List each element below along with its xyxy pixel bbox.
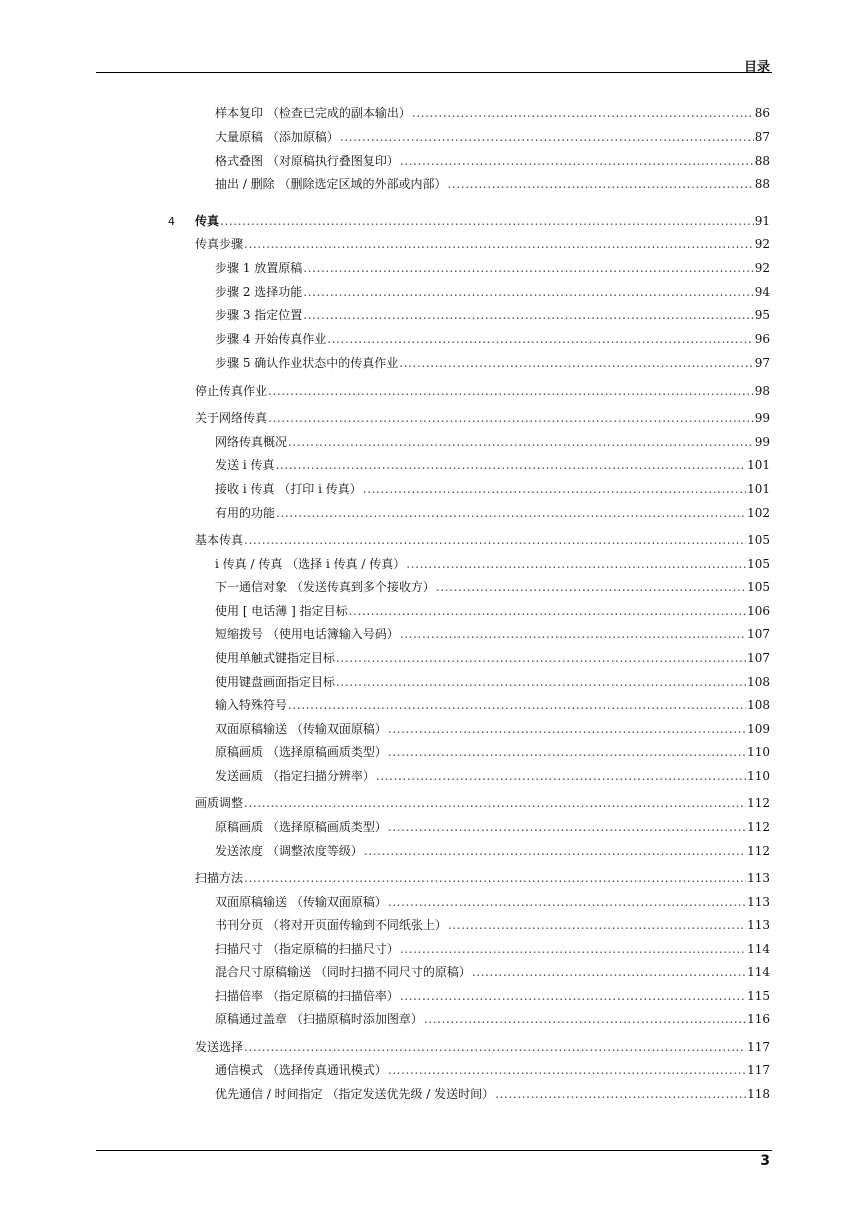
toc-entry-title: 扫描倍率 （指定原稿的扫描倍率） bbox=[215, 989, 399, 1003]
toc-entry-page: 115 bbox=[747, 989, 770, 1003]
toc-section-entry[interactable] bbox=[195, 1038, 770, 1058]
toc-entry-page: 110 bbox=[747, 745, 770, 759]
toc-entry-title: 接收 i 传真 （打印 i 传真） bbox=[215, 482, 362, 496]
leader-dots bbox=[448, 918, 746, 932]
leader-dots bbox=[412, 106, 754, 120]
toc-entry-title: 发送浓度 （调整浓度等级） bbox=[215, 844, 363, 858]
toc-entry[interactable] bbox=[215, 673, 770, 693]
toc-entry-page: 105 bbox=[747, 557, 770, 571]
toc-section-entry[interactable] bbox=[195, 794, 770, 814]
toc-entry-page: 113 bbox=[747, 871, 770, 885]
leader-dots bbox=[220, 214, 754, 228]
toc-entry-title: 原稿画质 （选择原稿画质类型） bbox=[215, 820, 387, 834]
leader-dots bbox=[303, 261, 753, 275]
toc-entry-page: 116 bbox=[747, 1012, 770, 1026]
toc-entry-page: 101 bbox=[747, 482, 770, 496]
toc-entry-title: 优先通信 / 时间指定 （指定发送优先级 / 发送时间） bbox=[215, 1087, 495, 1101]
leader-dots bbox=[288, 435, 754, 449]
leader-dots bbox=[400, 154, 754, 168]
leader-dots bbox=[376, 769, 746, 783]
toc-entry[interactable] bbox=[215, 987, 770, 1007]
toc-entry-title: 扫描尺寸 （指定原稿的扫描尺寸） bbox=[215, 942, 399, 956]
toc-entry[interactable] bbox=[215, 330, 770, 350]
toc-entry-page: 109 bbox=[747, 722, 770, 736]
toc-entry[interactable] bbox=[215, 818, 770, 838]
toc-entry-title: 步骤 1 放置原稿 bbox=[215, 261, 303, 275]
toc-entry-title: 有用的功能 bbox=[215, 506, 276, 520]
toc-entry[interactable] bbox=[215, 1061, 770, 1081]
toc-entry-page: 108 bbox=[747, 698, 770, 712]
toc-entry-title: 停止传真作业 bbox=[195, 384, 268, 398]
leader-dots bbox=[400, 627, 746, 641]
toc-entry-title: 使用单触式键指定目标 bbox=[215, 651, 336, 665]
toc-entry[interactable] bbox=[215, 456, 770, 476]
toc-entry[interactable] bbox=[215, 128, 770, 148]
toc-entry-page: 101 bbox=[747, 458, 770, 472]
toc-entry-page: 86 bbox=[754, 106, 770, 120]
leader-dots bbox=[349, 604, 746, 618]
toc-entry[interactable] bbox=[215, 152, 770, 172]
toc-entry-title: 原稿画质 （选择原稿画质类型） bbox=[215, 745, 387, 759]
page-number: 3 bbox=[760, 1153, 770, 1169]
toc-entry-page: 117 bbox=[747, 1063, 770, 1077]
toc-entry-title: 混合尺寸原稿输送 （同时扫描不同尺寸的原稿） bbox=[215, 965, 471, 979]
toc-entry[interactable] bbox=[215, 940, 770, 960]
toc-entry-title: 书刊分页 （将对开页面传输到不同纸张上） bbox=[215, 918, 447, 932]
toc-entry[interactable] bbox=[215, 767, 770, 787]
toc-entry-page: 87 bbox=[754, 130, 770, 144]
toc-entry-title: 传真 bbox=[195, 214, 220, 228]
toc-entry-page: 114 bbox=[747, 965, 770, 979]
toc-entry-page: 107 bbox=[747, 627, 770, 641]
toc-entry-title: 步骤 2 选择功能 bbox=[215, 285, 303, 299]
toc-entry-page: 91 bbox=[754, 214, 770, 228]
running-header-title: 目录 bbox=[743, 60, 770, 75]
leader-dots bbox=[388, 745, 746, 759]
toc-entry[interactable] bbox=[215, 602, 770, 622]
toc-entry-page: 88 bbox=[754, 154, 770, 168]
leader-dots bbox=[399, 356, 753, 370]
toc-entry-page: 113 bbox=[747, 895, 770, 909]
toc-entry[interactable] bbox=[215, 696, 770, 716]
leader-dots bbox=[424, 1012, 746, 1026]
toc-entry-title: 画质调整 bbox=[195, 796, 244, 810]
toc-entry-page: 98 bbox=[754, 384, 770, 398]
leader-dots bbox=[275, 458, 746, 472]
toc-entry[interactable] bbox=[215, 842, 770, 862]
leader-dots bbox=[244, 533, 746, 547]
chapter-number: 4 bbox=[168, 215, 175, 228]
toc-entry-title: 发送选择 bbox=[195, 1040, 244, 1054]
toc-entry-title: 大量原稿 （添加原稿） bbox=[215, 130, 339, 144]
leader-dots bbox=[244, 871, 746, 885]
leader-dots bbox=[303, 308, 753, 322]
toc-entry-page: 99 bbox=[754, 435, 770, 449]
toc-entry-title: 原稿通过盖章 （扫描原稿时添加图章） bbox=[215, 1012, 423, 1026]
toc-entry-page: 105 bbox=[747, 580, 770, 594]
toc-entry[interactable] bbox=[215, 175, 770, 195]
toc-entry[interactable] bbox=[215, 259, 770, 279]
leader-dots bbox=[495, 1087, 746, 1101]
toc-entry-page: 106 bbox=[747, 604, 770, 618]
toc-entry[interactable] bbox=[215, 283, 770, 303]
toc-entry-title: 网络传真概况 bbox=[215, 435, 288, 449]
toc-entry-title: 使用键盘画面指定目标 bbox=[215, 675, 336, 689]
toc-entry[interactable] bbox=[215, 649, 770, 669]
leader-dots bbox=[303, 285, 753, 299]
toc-entry-page: 96 bbox=[754, 332, 770, 346]
leader-dots bbox=[288, 698, 746, 712]
leader-dots bbox=[388, 722, 746, 736]
toc-entry-title: 步骤 3 指定位置 bbox=[215, 308, 303, 322]
toc-entry-page: 112 bbox=[747, 820, 770, 834]
toc-entry-page: 92 bbox=[754, 237, 770, 251]
leader-dots bbox=[388, 820, 746, 834]
toc-entry-page: 95 bbox=[754, 308, 770, 322]
leader-dots bbox=[363, 482, 746, 496]
toc-section-entry[interactable] bbox=[195, 409, 770, 429]
toc-entry[interactable] bbox=[215, 504, 770, 524]
toc-entry-title: 双面原稿输送 （传输双面原稿） bbox=[215, 722, 387, 736]
leader-dots bbox=[336, 651, 746, 665]
toc-entry-title: 格式叠图 （对原稿执行叠图复印） bbox=[215, 154, 399, 168]
toc-entry[interactable] bbox=[215, 306, 770, 326]
toc-entry-page: 107 bbox=[747, 651, 770, 665]
toc-entry-page: 88 bbox=[754, 177, 770, 191]
leader-dots bbox=[364, 844, 746, 858]
toc-entry[interactable] bbox=[215, 1085, 770, 1105]
toc-entry-title: 下一通信对象 （发送传真到多个接收方） bbox=[215, 580, 435, 594]
toc-entry[interactable] bbox=[215, 743, 770, 763]
leader-dots bbox=[400, 942, 746, 956]
toc-entry-title: 短缩拨号 （使用电话簿输入号码） bbox=[215, 627, 399, 641]
leader-dots bbox=[436, 580, 746, 594]
leader-dots bbox=[244, 237, 754, 251]
leader-dots bbox=[388, 1063, 746, 1077]
toc-entry-title: 扫描方法 bbox=[195, 871, 244, 885]
toc-entry-title: 发送画质 （指定扫描分辨率） bbox=[215, 769, 375, 783]
toc-section-entry[interactable] bbox=[195, 235, 770, 255]
toc-entry-page: 102 bbox=[747, 506, 770, 520]
footer-rule bbox=[96, 1150, 772, 1151]
toc-entry-page: 113 bbox=[747, 918, 770, 932]
leader-dots bbox=[276, 506, 746, 520]
leader-dots bbox=[268, 384, 754, 398]
toc-entry-page: 94 bbox=[754, 285, 770, 299]
toc-entry-page: 117 bbox=[747, 1040, 770, 1054]
toc-entry[interactable] bbox=[215, 1010, 770, 1030]
leader-dots bbox=[340, 130, 754, 144]
toc-entry-page: 118 bbox=[747, 1087, 770, 1101]
toc-entry[interactable] bbox=[215, 893, 770, 913]
leader-dots bbox=[472, 965, 746, 979]
leader-dots bbox=[268, 411, 754, 425]
toc-section-entry[interactable] bbox=[195, 869, 770, 889]
leader-dots bbox=[327, 332, 753, 346]
toc-entry-page: 112 bbox=[747, 796, 770, 810]
toc-entry[interactable] bbox=[215, 354, 770, 374]
toc-entry[interactable] bbox=[215, 720, 770, 740]
toc-entry-page: 92 bbox=[754, 261, 770, 275]
toc-entry-page: 105 bbox=[747, 533, 770, 547]
toc-entry-page: 97 bbox=[754, 356, 770, 370]
leader-dots bbox=[244, 1040, 746, 1054]
toc-entry-title: 使用 [ 电话薄 ] 指定目标 bbox=[215, 604, 348, 618]
toc-entry-page: 99 bbox=[754, 411, 770, 425]
toc-entry-title: 输入特殊符号 bbox=[215, 698, 288, 712]
toc-entry-page: 110 bbox=[747, 769, 770, 783]
toc-entry-page: 114 bbox=[747, 942, 770, 956]
leader-dots bbox=[336, 675, 746, 689]
header-rule bbox=[96, 72, 772, 73]
toc-section-entry[interactable] bbox=[195, 382, 770, 402]
leader-dots bbox=[448, 177, 754, 191]
toc-entry[interactable] bbox=[215, 555, 770, 575]
toc-entry-title: 双面原稿输送 （传输双面原稿） bbox=[215, 895, 387, 909]
toc-entry-title: 步骤 5 确认作业状态中的传真作业 bbox=[215, 356, 399, 370]
toc-entry[interactable] bbox=[215, 625, 770, 645]
toc-entry[interactable] bbox=[215, 104, 770, 124]
toc-entry-title: 关于网络传真 bbox=[195, 411, 268, 425]
toc-entry-title: i 传真 / 传真 （选择 i 传真 / 传真） bbox=[215, 557, 406, 571]
toc-entry[interactable] bbox=[215, 578, 770, 598]
toc-entry-title: 步骤 4 开始传真作业 bbox=[215, 332, 327, 346]
leader-dots bbox=[406, 557, 746, 571]
toc-entry[interactable] bbox=[215, 433, 770, 453]
toc-entry-page: 112 bbox=[747, 844, 770, 858]
toc-entry[interactable] bbox=[215, 963, 770, 983]
toc-section-entry[interactable] bbox=[195, 531, 770, 551]
toc-entry-title: 通信模式 （选择传真通讯模式） bbox=[215, 1063, 387, 1077]
toc-entry[interactable] bbox=[215, 480, 770, 500]
toc-entry-title: 抽出 / 删除 （删除选定区域的外部或内部） bbox=[215, 177, 447, 191]
toc-entry-title: 发送 i 传真 bbox=[215, 458, 275, 472]
leader-dots bbox=[244, 796, 746, 810]
toc-entry-title: 样本复印 （检查已完成的副本输出） bbox=[215, 106, 411, 120]
toc-entry-title: 传真步骤 bbox=[195, 237, 244, 251]
toc-entry[interactable] bbox=[215, 916, 770, 936]
leader-dots bbox=[400, 989, 746, 1003]
toc-entry-page: 108 bbox=[747, 675, 770, 689]
leader-dots bbox=[388, 895, 746, 909]
toc-chapter-entry[interactable] bbox=[195, 212, 770, 232]
toc-entry-title: 基本传真 bbox=[195, 533, 244, 547]
